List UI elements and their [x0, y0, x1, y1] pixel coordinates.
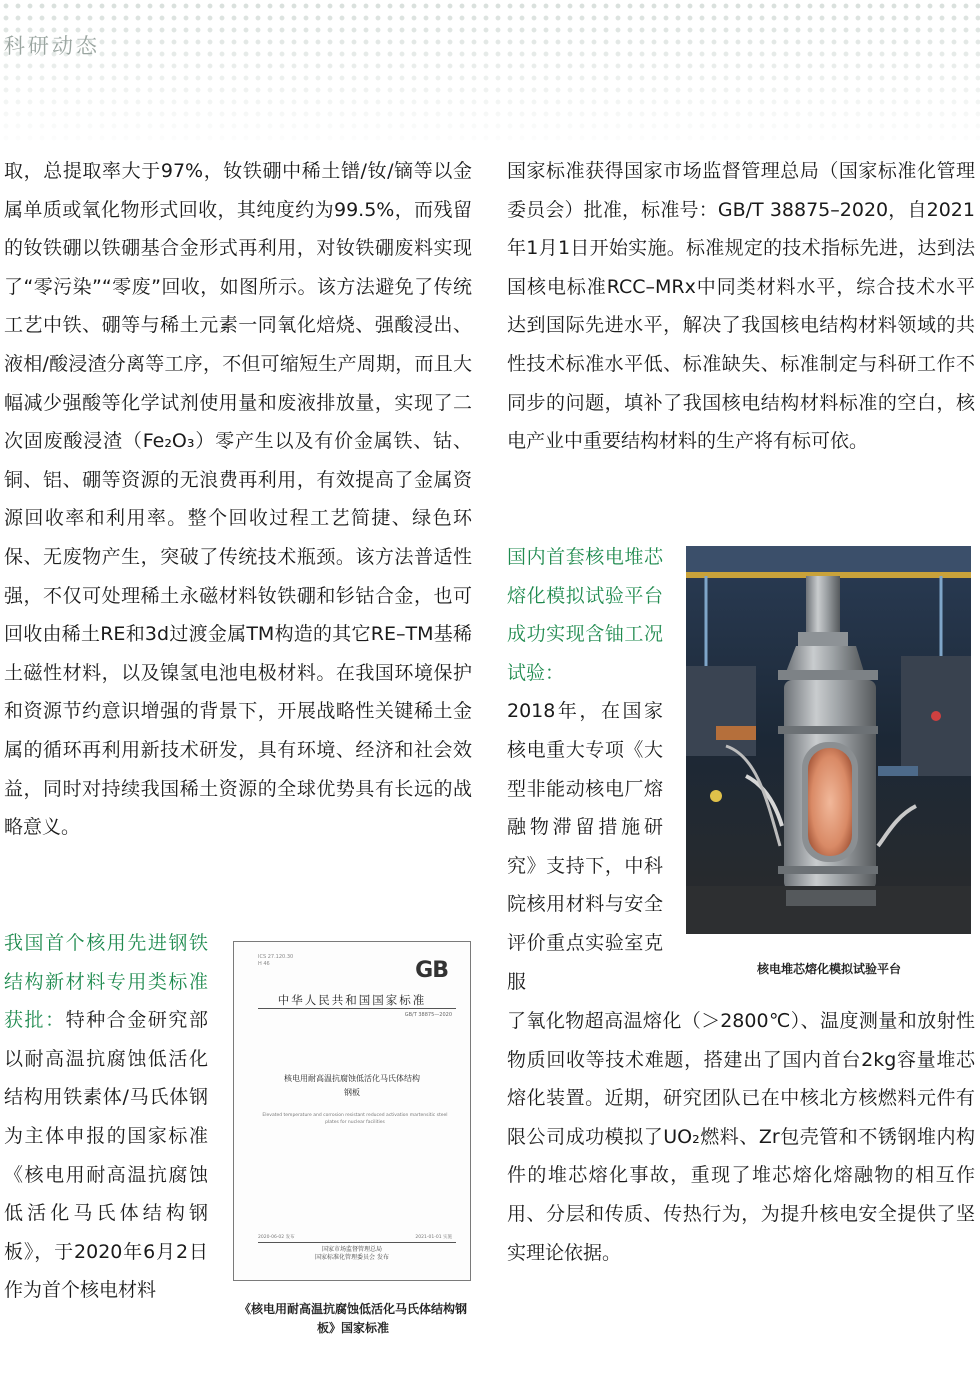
standard-cover-name: 核电用耐高温抗腐蚀低活化马氏体结构钢板	[284, 1074, 420, 1097]
standard-number: GB/T 38875—2020	[404, 1012, 452, 1018]
standard-cover-title: 中华人民共和国国家标准	[277, 993, 427, 1007]
photo-figure-caption: 核电堆芯熔化模拟试验平台	[756, 962, 901, 976]
standard-issue-date: 2020-06-02 发布	[258, 1235, 295, 1240]
col1-paragraph-1: 取，总提取率大于97%，钕铁硼中稀土镨/钕/镝等以金属单质或氧化物形式回收，其纯度约为99.5%，而残留的钕铁硼以铁硼基合金形式再利用，对钕铁硼废料实现了“零污染”“零废”回收，如图所示。该方法避免了传统工艺中铁、硼等与稀土元素一同氧化焙烧、强酸浸出、液相/酸浸渣分离等工序，不但可缩短生产周期，而且大幅减少强酸等化学试剂使用量和废液排放量，实现了二次固废酸浸渣（Fe₂O₃）零产生以及有价金属铁、钴、铜、铝、硼等资源的无浪费再利用，有效提高了金属资源回收率和利用率。整个回收过程工艺简捷、绿色环保、无废物产生，突破了传统技术瓶颈。该方法普适性强，不仅可处理稀土永磁材料钕铁硼和钐钴合金，也可回收由稀土RE和3d过渡金属TM构造的其它RE–TM基稀土磁性材料，以及镍氢电池电极材料。在我国环境保护和资源节约意识增强的背景下，开展战略性关键稀土金属的循环再利用新技术研发，具有环境、经济和社会效益，同时对持续我国稀土资源的全球优势具有长远的战略意义。	[4, 160, 472, 839]
core-melt-text-start: 2018年，在国家核电重大专项《大型非能动核电厂熔融物滞留措施研究》支持下，中科院核用材料与安全评价重点实验室克服	[507, 700, 663, 993]
standard-effective-date: 2021-01-01 实施	[415, 1235, 452, 1240]
header-dot-pattern	[0, 0, 980, 150]
section-title: 科研动态	[4, 34, 100, 58]
cover-rule-top	[258, 1008, 456, 1009]
standard-section-body: 特种合金研究部以耐高温抗腐蚀低活化结构用铁素体/马氏体钢为主体申报的国家标准《核电用耐高温抗腐蚀低活化马氏体结构钢板》，于2020年6月2日作为首个核电材料	[4, 1009, 208, 1302]
platform-photo-illustration	[686, 546, 971, 934]
col1-article-text	[4, 152, 472, 847]
core-melt-text-end: 了氧化物超高温熔化（＞2800℃）、温度测量和放射性物质回收等技术难题，搭建出了国内首台2kg容量堆芯熔化装置。近期，研究团队已在中核北方核燃料元件有限公司成功模拟了UO₂燃料、Zr包壳管和不锈钢堆内构件的堆芯熔化事故，重现了堆芯熔化熔融物的相互作用、分层和传质、传热行为，为提升核电安全提供了坚实理论依据。	[507, 1010, 975, 1264]
standard-cover-english: Elevated temperature and corrosion resistant reduced activation martensitic steel plates for nuclear facilities	[262, 1113, 448, 1125]
standard-cover-figure	[233, 941, 471, 1281]
col2-core-melt-continued	[507, 1002, 975, 1272]
cover-rule-bottom	[258, 1242, 456, 1243]
standard-figure-caption: 《核电用耐高温抗腐蚀低活化马氏体结构钢板》国家标准	[238, 1302, 467, 1335]
core-melt-heading: 国内首套核电堆芯熔化模拟试验平台成功实现含铀工况试验：	[507, 546, 663, 684]
col2-article-text	[507, 152, 975, 461]
col2-paragraph-1: 国家标准获得国家市场监督管理总局（国家标准化管理委员会）批准，标准号：GB/T 38875–2020，自2021年1月1日开始实施。标准规定的技术指标先进，达到法国核电标准RCC–MRx中同类材料水平，综合技术水平达到国际先进水平，解决了我国核电结构材料领域的共性技术标准水平低、标准缺失、标准制定与科研工作不同步的问题，填补了我国核电结构材料标准的空白，核电产业中重要结构材料的生产将有标可依。	[507, 160, 975, 453]
core-melt-platform-photo	[686, 546, 971, 934]
standard-section-heading: 我国首个核用先进钢铁结构新材料专用类标准获批：	[4, 932, 208, 1032]
gb-logo: GB	[415, 958, 448, 983]
col1-standard-section	[4, 924, 208, 1310]
col2-core-melt-section	[507, 538, 663, 1001]
standard-code-lines: ICS 27.120.30 H 46	[258, 954, 294, 967]
standard-section-text	[4, 924, 208, 1310]
standard-issuer: 国家市场监督管理总局 国家标准化管理委员会 发布	[315, 1246, 389, 1261]
standard-dates	[258, 1234, 452, 1240]
